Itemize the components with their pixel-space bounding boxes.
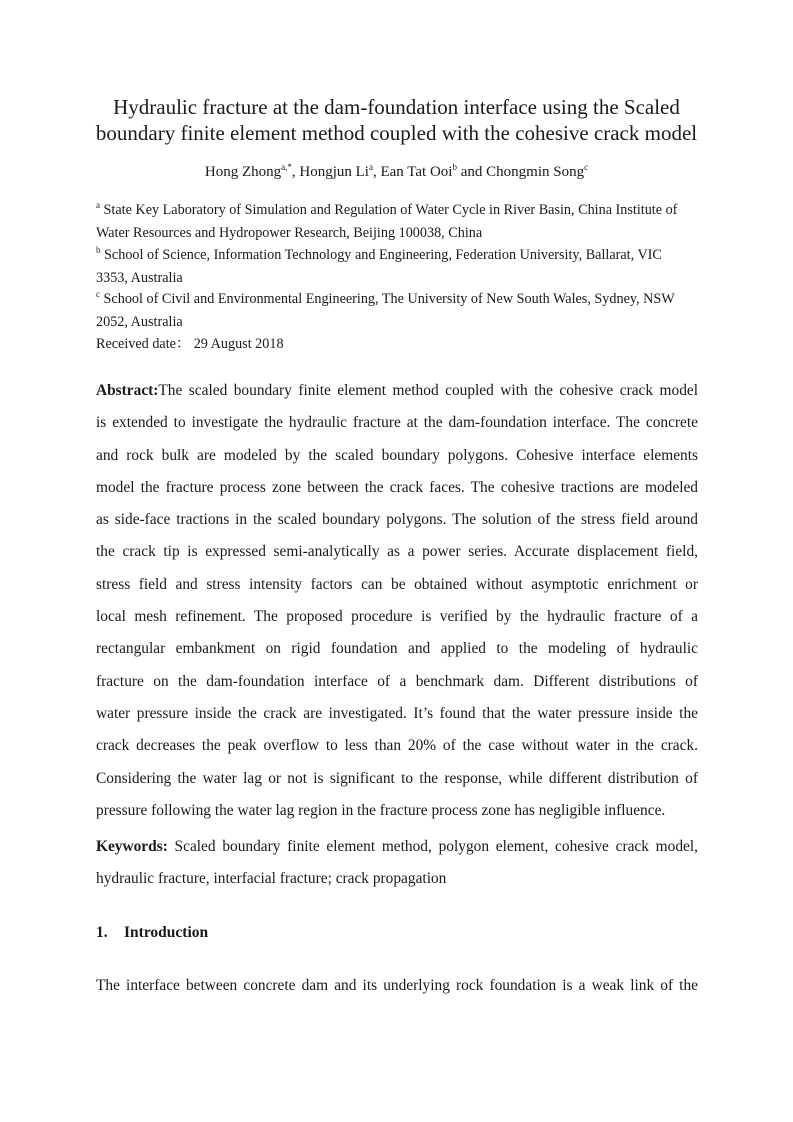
author-separator: , — [372, 164, 381, 180]
abstract-line: crack decreases the peak overflow to less than 20% of the case without water in the crack. — [96, 737, 698, 755]
abstract-line: fracture on the dam-foundation interface of a benchmark dam. Different distributions of — [96, 672, 698, 690]
title-line-2: boundary finite element method coupled with the cohesive crack model — [95, 121, 698, 145]
author-separator: and — [456, 164, 487, 180]
author-affil-mark: a,* — [281, 162, 292, 172]
author-name: Hong Zhong — [204, 164, 282, 180]
body-line: The interface between concrete dam and its underlying rock foundation is a weak link of the — [96, 977, 698, 994]
abstract-line: and rock bulk are modeled by the scaled boundary polygons. Cohesive interface elements — [96, 446, 698, 464]
keywords-line — [96, 831, 698, 863]
affiliation-line: 3353, Australia — [96, 269, 183, 286]
affiliation-c — [96, 288, 716, 333]
affiliation-text: State Key Laboratory of Simulation and Regulation of Water Cycle in River Basin, China Institute of — [103, 202, 678, 218]
affiliation-line — [96, 199, 716, 222]
section-title: Introduction — [124, 924, 209, 941]
author-affil-mark: c — [584, 162, 589, 172]
author-name: Ean Tat Ooi — [380, 164, 453, 180]
abstract-line: model the fracture process zone between the crack faces. The cohesive tractions are modeled — [96, 478, 698, 496]
affiliation-mark: c — [96, 289, 100, 299]
keywords-label: Keywords: — [96, 838, 168, 855]
affiliation-b — [96, 244, 716, 289]
abstract-line: local mesh refinement. The proposed procedure is verified by the hydraulic fracture of a — [96, 608, 698, 626]
keywords-line: hydraulic fracture, interfacial fracture; crack propagation — [96, 870, 447, 888]
author-list — [0, 162, 793, 182]
affiliation-mark: b — [96, 245, 101, 255]
received-date: Received date： 29 August 2018 — [96, 336, 284, 352]
affiliation-line: Water Resources and Hydropower Research, Beijing 100038, China — [96, 224, 483, 241]
abstract-line: stress field and stress intensity factors can be obtained without asymptotic enrichment or — [96, 575, 698, 593]
author-affil-mark: b — [452, 162, 457, 172]
abstract-line: rectangular embankment on rigid foundation and applied to the modeling of hydraulic — [96, 640, 698, 658]
author-separator: , — [291, 164, 300, 180]
abstract-label: Abstract: — [96, 382, 159, 399]
abstract-line: as side-face tractions in the scaled boundary polygons. The solution of the stress field around — [96, 511, 698, 529]
abstract-line: pressure following the water lag region in the fracture process zone has negligible influence. — [96, 801, 666, 819]
author-name: Hongjun Li — [299, 164, 369, 180]
title-line-1: Hydraulic fracture at the dam-foundation interface using the Scaled — [113, 95, 680, 119]
affiliation-line — [96, 244, 716, 267]
affiliation-text: School of Science, Information Technology and Engineering, Federation University, Ballarat, VIC — [104, 247, 662, 263]
abstract-line — [96, 375, 698, 407]
abstract-line: is extended to investigate the hydraulic fracture at the dam-foundation interface. The concrete — [96, 414, 698, 432]
abstract-line: the crack tip is expressed semi-analytically as a power series. Accurate displacement field, — [96, 543, 698, 561]
abstract — [96, 375, 698, 827]
author-affil-mark: a — [368, 162, 373, 172]
paper-title — [60, 94, 733, 146]
abstract-line: water pressure inside the crack are investigated. It’s found that the water pressure inside the — [96, 704, 698, 722]
keywords-text: Scaled boundary finite element method, polygon element, cohesive crack model, — [167, 838, 698, 855]
abstract-line: Considering the water lag or not is significant to the response, while different distribution of — [96, 769, 698, 787]
section-number: 1. — [96, 924, 108, 941]
affiliation-a — [96, 199, 716, 244]
author-name: Chongmin Song — [486, 164, 585, 180]
keywords — [96, 831, 698, 896]
affiliation-text: School of Civil and Environmental Engineering, The University of New South Wales, Sydney, NSW — [103, 291, 675, 307]
section-heading — [96, 922, 208, 944]
affiliation-line — [96, 288, 716, 311]
introduction-paragraph — [96, 975, 698, 997]
affiliation-line: 2052, Australia — [96, 313, 183, 330]
affiliation-mark: a — [96, 200, 100, 210]
abstract-text: The scaled boundary finite element method coupled with the cohesive crack model — [158, 382, 698, 399]
